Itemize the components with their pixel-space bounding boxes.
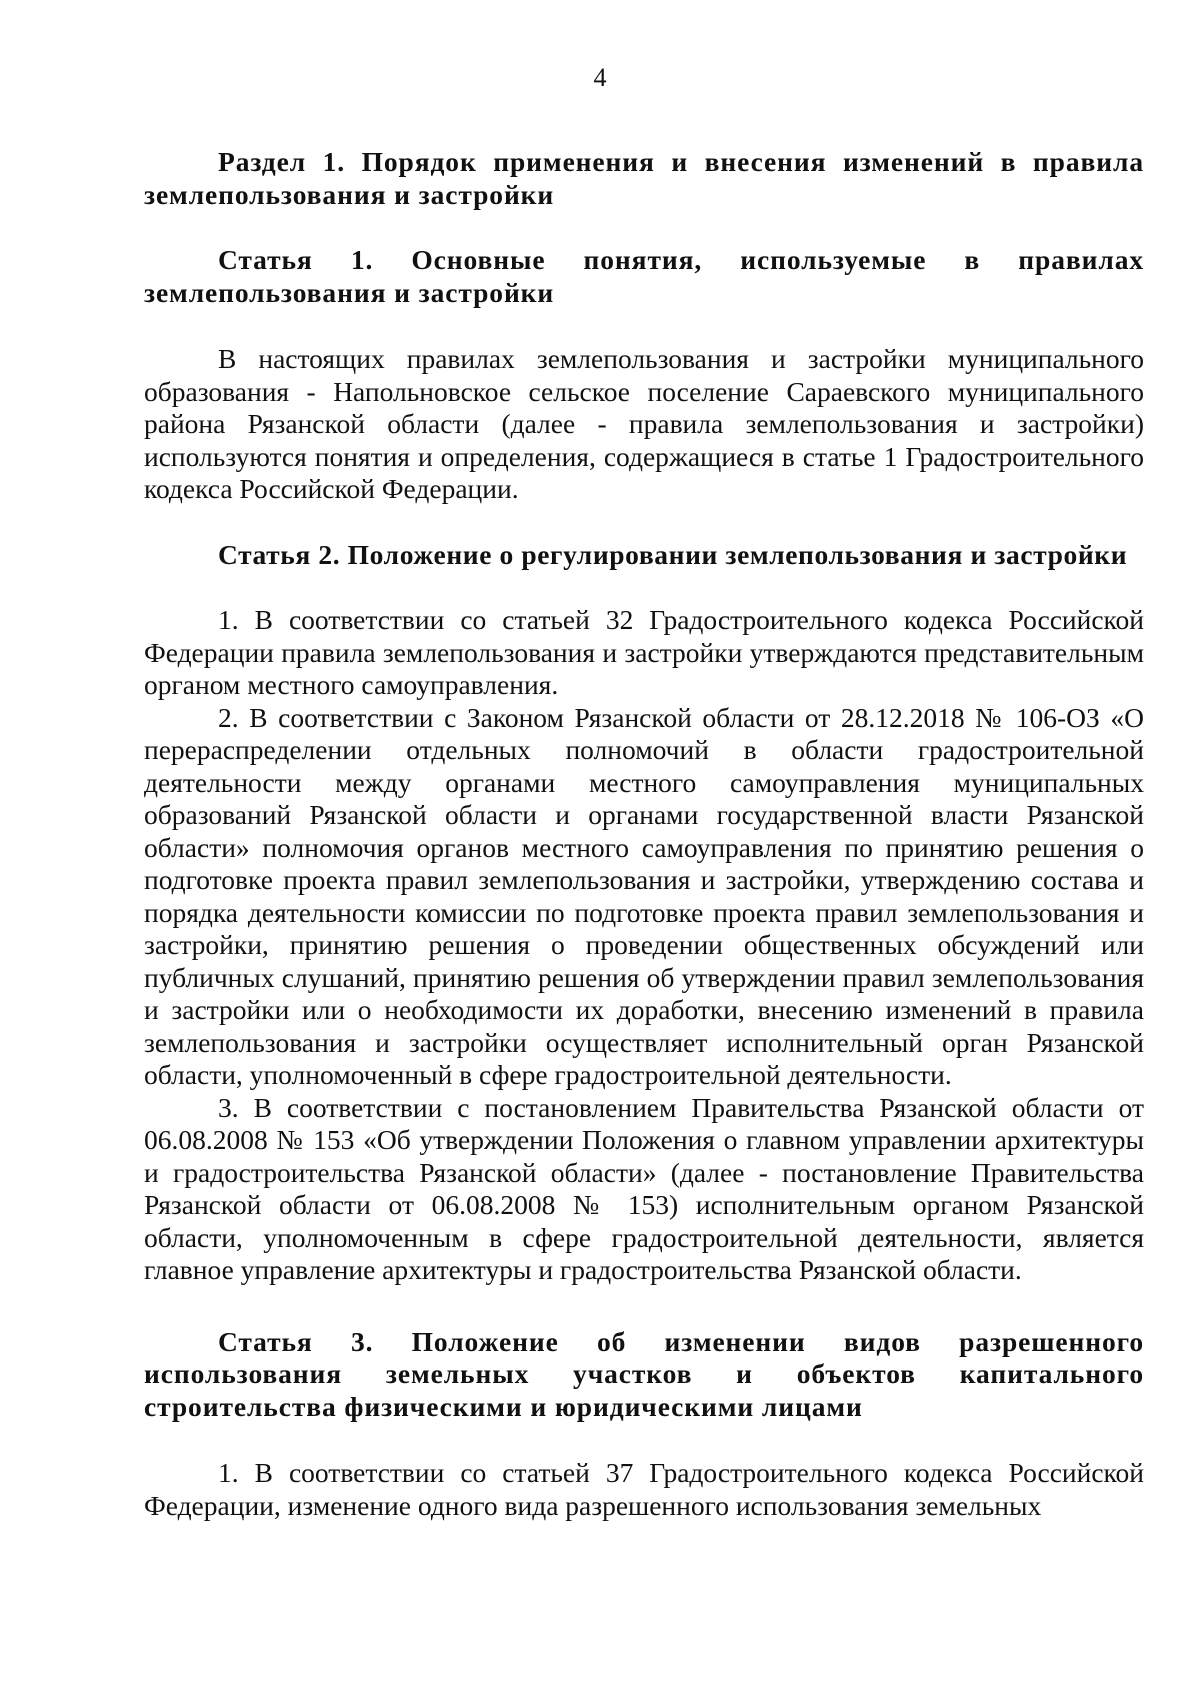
article-1-heading: Статья 1. Основные понятия, используемые в правилах землепользования и застройки xyxy=(144,244,1144,308)
article-2-heading: Статья 2. Положение о регулировании землепользования и застройки xyxy=(218,538,1128,570)
article-1-paragraph-1: В настоящих правилах землепользования и застройки муниципального образования - Напольновское сельское поселение Сараевского муниципального района Рязанской области (далее - правила землепользования и застройки) используются понятия и определения, содержащиеся в статье 1 Градостроительного кодекса Российской Федерации. xyxy=(144,343,1144,504)
article-2-paragraph-3: 3. В соответствии с постановлением Правительства Рязанской области от 06.08.2008 № 153 «Об утверждении Положения о главном управлении архитектуры и градостроительства Рязанской области» (далее - постановление Правительства Рязанской области от 06.08.2008 № 153) исполнительным органом Рязанской области, уполномоченным в сфере градостроительной деятельности, является главное управление архитектуры и градостроительства Рязанской области. xyxy=(144,1091,1144,1285)
article-3-paragraph-1: 1. В соответствии со статьей 37 Градостроительного кодекса Российской Федерации, изменение одного вида разрешенного использования земельных xyxy=(144,1457,1144,1521)
section-heading: Раздел 1. Порядок применения и внесения изменений в правила землепользования и застройки xyxy=(144,146,1144,210)
article-2-paragraph-1: 1. В соответствии со статьей 32 Градостроительного кодекса Российской Федерации правила землепользования и застройки утверждаются представительным органом местного самоуправления. xyxy=(144,604,1144,700)
article-2-paragraph-2: 2. В соответствии с Законом Рязанской области от 28.12.2018 № 106-ОЗ «О перераспределении отдельных полномочий в области градостроительной деятельности между органами местного самоуправления муниципальных образований Рязанской области и органами государственной власти Рязанской области» полномочия органов местного самоуправления по принятию решения о подготовке проекта правил землепользования и застройки, утверждению состава и порядка деятельности комиссии по подготовке проекта правил землепользования и застройки, принятию решения о проведении общественных обсуждений или публичных слушаний, принятию решения об утверждении правил землепользования и застройки или о необходимости их доработки, внесению изменений в правила землепользования и застройки осуществляет исполнительный орган Рязанской области, уполномоченный в сфере градостроительной деятельности. xyxy=(144,701,1144,1090)
document-body xyxy=(144,146,1144,1522)
page-number: 4 xyxy=(593,63,607,92)
article-3-heading: Статья 3. Положение об изменении видов разрешенного использования земельных участков и объектов капитального строительства физическими и юридическими лицами xyxy=(144,1325,1144,1422)
